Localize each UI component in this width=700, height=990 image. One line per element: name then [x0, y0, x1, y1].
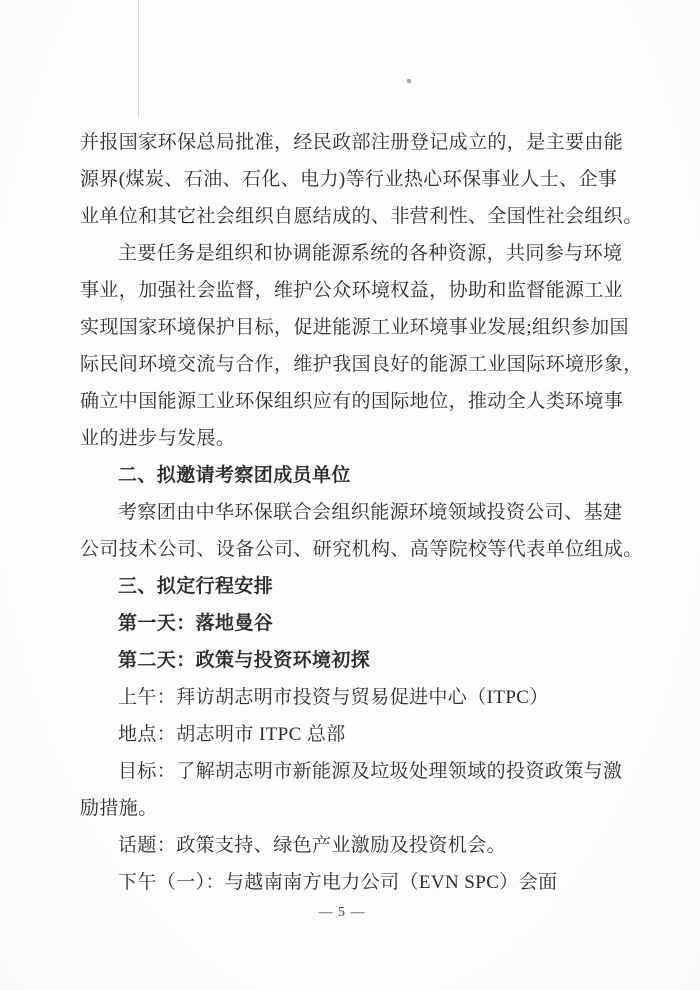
scan-artifact-speck: [407, 79, 411, 83]
body-line: 公司技术公司、设备公司、研究机构、高等院校等代表单位组成。: [80, 539, 643, 560]
body-line: 下午（一）：与越南南方电力公司（EVN SPC）会面: [118, 872, 558, 893]
heading-line: 第二天：政策与投资环境初探: [118, 650, 371, 671]
body-line: 上午：拜访胡志明市投资与贸易促进中心（ITPC）: [118, 687, 549, 708]
heading-line: 三、拟定行程安排: [118, 576, 274, 597]
body-line: 际民间环境交流与合作，维护我国良好的能源工业国际环境形象，: [80, 354, 643, 375]
body-line: 业的进步与发展。: [80, 428, 236, 449]
body-line: 事业，加强社会监督，维护公众环境权益，协助和监督能源工业: [80, 280, 624, 301]
body-line: 主要任务是组织和协调能源系统的各种资源，共同参与环境: [118, 243, 623, 264]
scan-artifact-line: [138, 0, 139, 118]
body-line: 并报国家环保总局批准，经民政部注册登记成立的，是主要由能: [80, 132, 624, 153]
body-line: 业单位和其它社会组织自愿结成的、非营利性、全国性社会组织。: [80, 206, 643, 227]
body-line: 实现国家环境保护目标，促进能源工业环境事业发展;组织参加国: [80, 317, 629, 338]
body-line: 话题：政策支持、绿色产业激励及投资机会。: [118, 835, 507, 856]
document-body: [80, 124, 643, 901]
body-line: 源界(煤炭、石油、石化、电力)等行业热心环保事业人士、企事: [80, 169, 618, 190]
body-line: 考察团由中华环保联合会组织能源环境领域投资公司、基建: [118, 502, 623, 523]
body-line: 励措施。: [80, 798, 158, 819]
heading-line: 二、拟邀请考察团成员单位: [118, 465, 351, 486]
heading-line: 第一天：落地曼谷: [118, 613, 274, 634]
body-line: 目标：了解胡志明市新能源及垃圾处理领域的投资政策与激: [118, 761, 623, 782]
body-line: 地点：胡志明市 ITPC 总部: [118, 724, 346, 745]
body-line: 确立中国能源工业环保组织应有的国际地位，推动全人类环境事: [80, 391, 624, 412]
page-number: — 5 —: [318, 905, 366, 920]
